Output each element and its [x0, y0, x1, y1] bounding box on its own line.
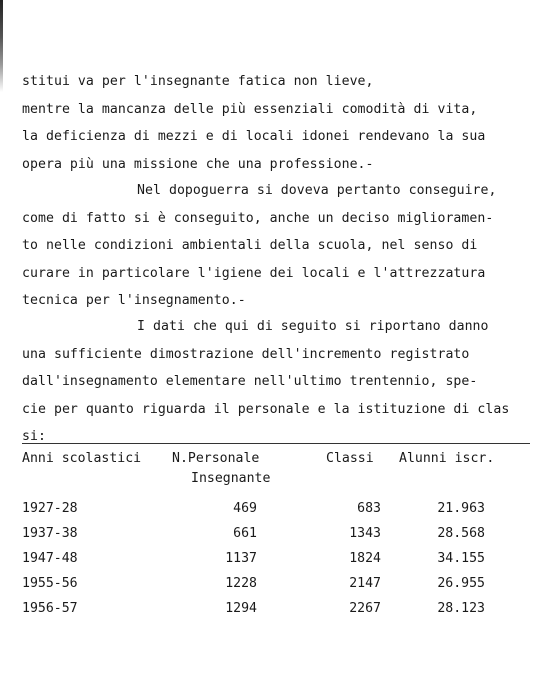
paragraph-2 [22, 177, 522, 315]
text-line: stitui va per l'insegnante fatica non lieve, [22, 74, 374, 89]
table-row [22, 498, 530, 520]
text-line: I dati che qui di seguito si riportano danno [137, 319, 489, 334]
text-line: opera più una missione che una professione.- [22, 156, 374, 172]
text-line: dall'insegnamento elementare nell'ultimo trentennio, spe- [22, 374, 478, 389]
cell-year: 1955-56 [22, 576, 78, 591]
text-line: la deficienza di mezzi e di locali idonei rendevano la sua [22, 129, 486, 144]
text-line: curare in particolare l'igiene dei locali e l'attrezzatura [22, 265, 486, 281]
column-header-classes: Classi [326, 451, 374, 466]
cell-classes: 2147 [349, 576, 381, 591]
table-row [22, 573, 530, 595]
column-header-students: Alunni iscr. [399, 451, 495, 466]
cell-personnel: 1137 [225, 551, 257, 566]
scan-edge-mark [0, 0, 3, 92]
column-header-years: Anni scolastici [22, 451, 142, 466]
cell-classes: 683 [357, 501, 381, 516]
column-header-personnel-line2: Insegnante [191, 471, 271, 486]
text-line: mentre la mancanza delle più essenziali comodità di vita, [22, 101, 478, 117]
text-line: Nel dopoguerra si doveva pertanto conseguire, [137, 183, 497, 198]
cell-classes: 2267 [349, 601, 381, 616]
text-line: si: [22, 429, 46, 444]
text-line: cie per quanto riguarda il personale e la istituzione di clas [22, 401, 510, 417]
cell-students: 28.568 [437, 526, 485, 541]
cell-year: 1937-38 [22, 526, 78, 541]
column-header-personnel-line1: N.Personale [172, 451, 260, 466]
cell-students: 34.155 [437, 551, 485, 566]
table-row [22, 548, 530, 570]
cell-students: 28.123 [437, 601, 485, 616]
cell-personnel: 1228 [225, 576, 257, 591]
cell-classes: 1824 [349, 551, 381, 566]
cell-students: 26.955 [437, 576, 485, 591]
cell-personnel: 1294 [225, 601, 257, 616]
paragraph-3 [22, 313, 522, 451]
cell-year: 1956-57 [22, 601, 78, 616]
cell-personnel: 469 [233, 501, 257, 516]
cell-classes: 1343 [349, 526, 381, 541]
table-row [22, 598, 530, 620]
table-header-rule [22, 443, 530, 444]
table-row [22, 523, 530, 545]
paragraph-1 [22, 68, 522, 178]
cell-personnel: 661 [233, 526, 257, 541]
cell-year: 1947-48 [22, 551, 78, 566]
text-line: tecnica per l'insegnamento.- [22, 293, 246, 308]
text-line: to nelle condizioni ambientali della scuola, nel senso di [22, 238, 478, 253]
text-line: come di fatto si è conseguito, anche un deciso miglioramen- [22, 210, 494, 226]
cell-year: 1927-28 [22, 501, 78, 516]
column-header-personnel [172, 449, 270, 489]
cell-students: 21.963 [437, 501, 485, 516]
text-line: una sufficiente dimostrazione dell'incremento registrato [22, 346, 470, 362]
